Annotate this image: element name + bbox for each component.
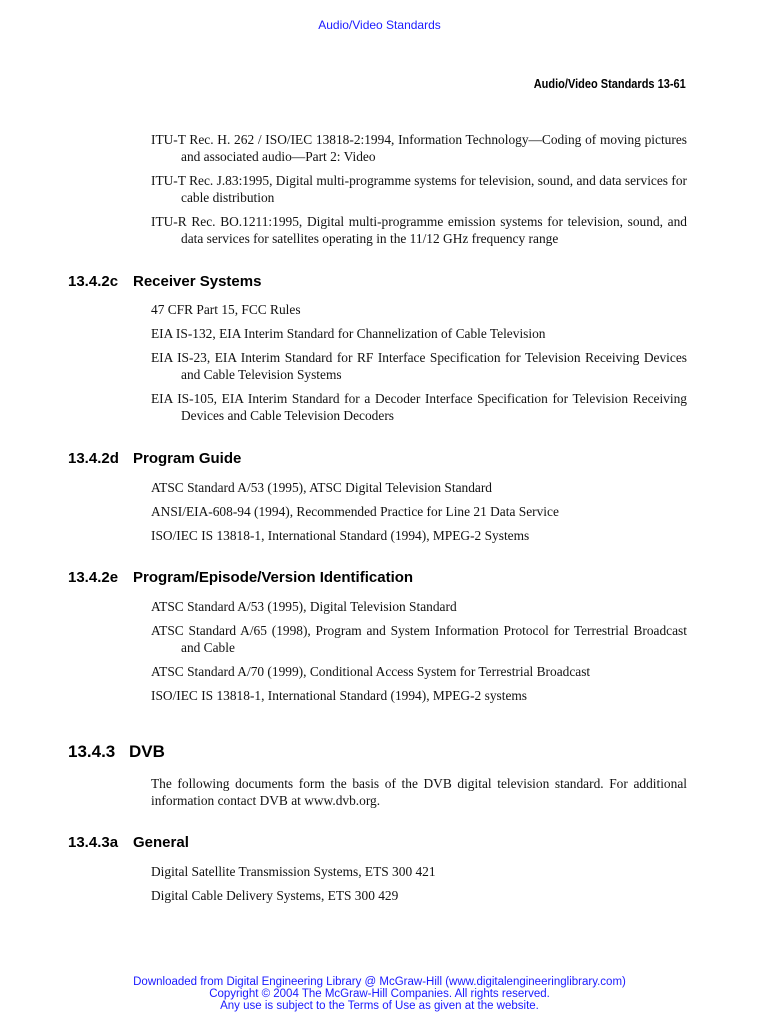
footer-download-link[interactable]: Downloaded from Digital Engineering Library @ McGraw-Hill (www.digitalengineeringlibrary.com) [133,976,626,988]
section-heading-13-4-3 [68,742,165,762]
reference-item: ITU-T Rec. H. 262 / ISO/IEC 13818-2:1994, Information Technology—Coding of moving pictures and associated audio—Part 2: Video [151,132,687,164]
reference-item: ISO/IEC IS 13818-1, International Standard (1994), MPEG-2 systems [151,688,528,703]
reference-item: Digital Cable Delivery Systems, ETS 300 429 [151,888,399,903]
section-heading-13-4-2d [68,450,241,467]
reference-item: ATSC Standard A/53 (1995), Digital Television Standard [151,599,457,614]
reference-item: ITU-R Rec. BO.1211:1995, Digital multi-programme emission systems for television, sound, and data services for satellites operating in the 11/12 GHz frequency range [151,214,687,246]
reference-item: EIA IS-132, EIA Interim Standard for Channelization of Cable Television [151,326,546,341]
section-number: 13.4.3a [68,834,119,851]
reference-item: ATSC Standard A/70 (1999), Conditional Access System for Terrestrial Broadcast [151,664,591,679]
body-paragraph: The following documents form the basis of the DVB digital television standard. For additional information contact DVB at www.dvb.org. [151,776,687,808]
section-title: General [133,834,189,851]
section-number: 13.4.2c [68,273,119,290]
section-heading-13-4-3a [68,834,189,851]
reference-item: ITU-T Rec. J.83:1995, Digital multi-programme systems for television, sound, and data services for cable distribution [151,173,687,205]
reference-item: ANSI/EIA-608-94 (1994), Recommended Practice for Line 21 Data Service [151,504,559,519]
top-link[interactable]: Audio/Video Standards [318,18,441,32]
section-number: 13.4.2e [68,569,119,586]
section-number: 13.4.3 [68,742,116,761]
section-title: Program Guide [133,450,242,467]
section-heading-13-4-2c [68,273,261,290]
reference-item: ATSC Standard A/65 (1998), Program and System Information Protocol for Terrestrial Broadcast and Cable [151,623,687,655]
reference-item: 47 CFR Part 15, FCC Rules [151,302,301,317]
section-heading-13-4-2e [68,569,413,586]
page-footer [0,976,759,1012]
running-head: Audio/Video Standards 13-61 [533,77,686,91]
footer-terms[interactable]: Any use is subject to the Terms of Use as given at the website. [220,1000,539,1012]
reference-item: ATSC Standard A/53 (1995), ATSC Digital Television Standard [151,480,493,495]
footer-copyright[interactable]: Copyright © 2004 The McGraw-Hill Companies. All rights reserved. [209,988,550,1000]
reference-item: Digital Satellite Transmission Systems, ETS 300 421 [151,864,436,879]
reference-item: ISO/IEC IS 13818-1, International Standard (1994), MPEG-2 Systems [151,528,530,543]
reference-item: EIA IS-105, EIA Interim Standard for a Decoder Interface Specification for Television Receiving Devices and Cable Television Decoders [151,391,687,423]
reference-item: EIA IS-23, EIA Interim Standard for RF Interface Specification for Television Receiving Devices and Cable Television Systems [151,350,687,382]
section-title: DVB [129,742,165,761]
section-number: 13.4.2d [68,450,119,467]
section-title: Receiver Systems [133,273,262,290]
section-title: Program/Episode/Version Identification [133,569,414,586]
